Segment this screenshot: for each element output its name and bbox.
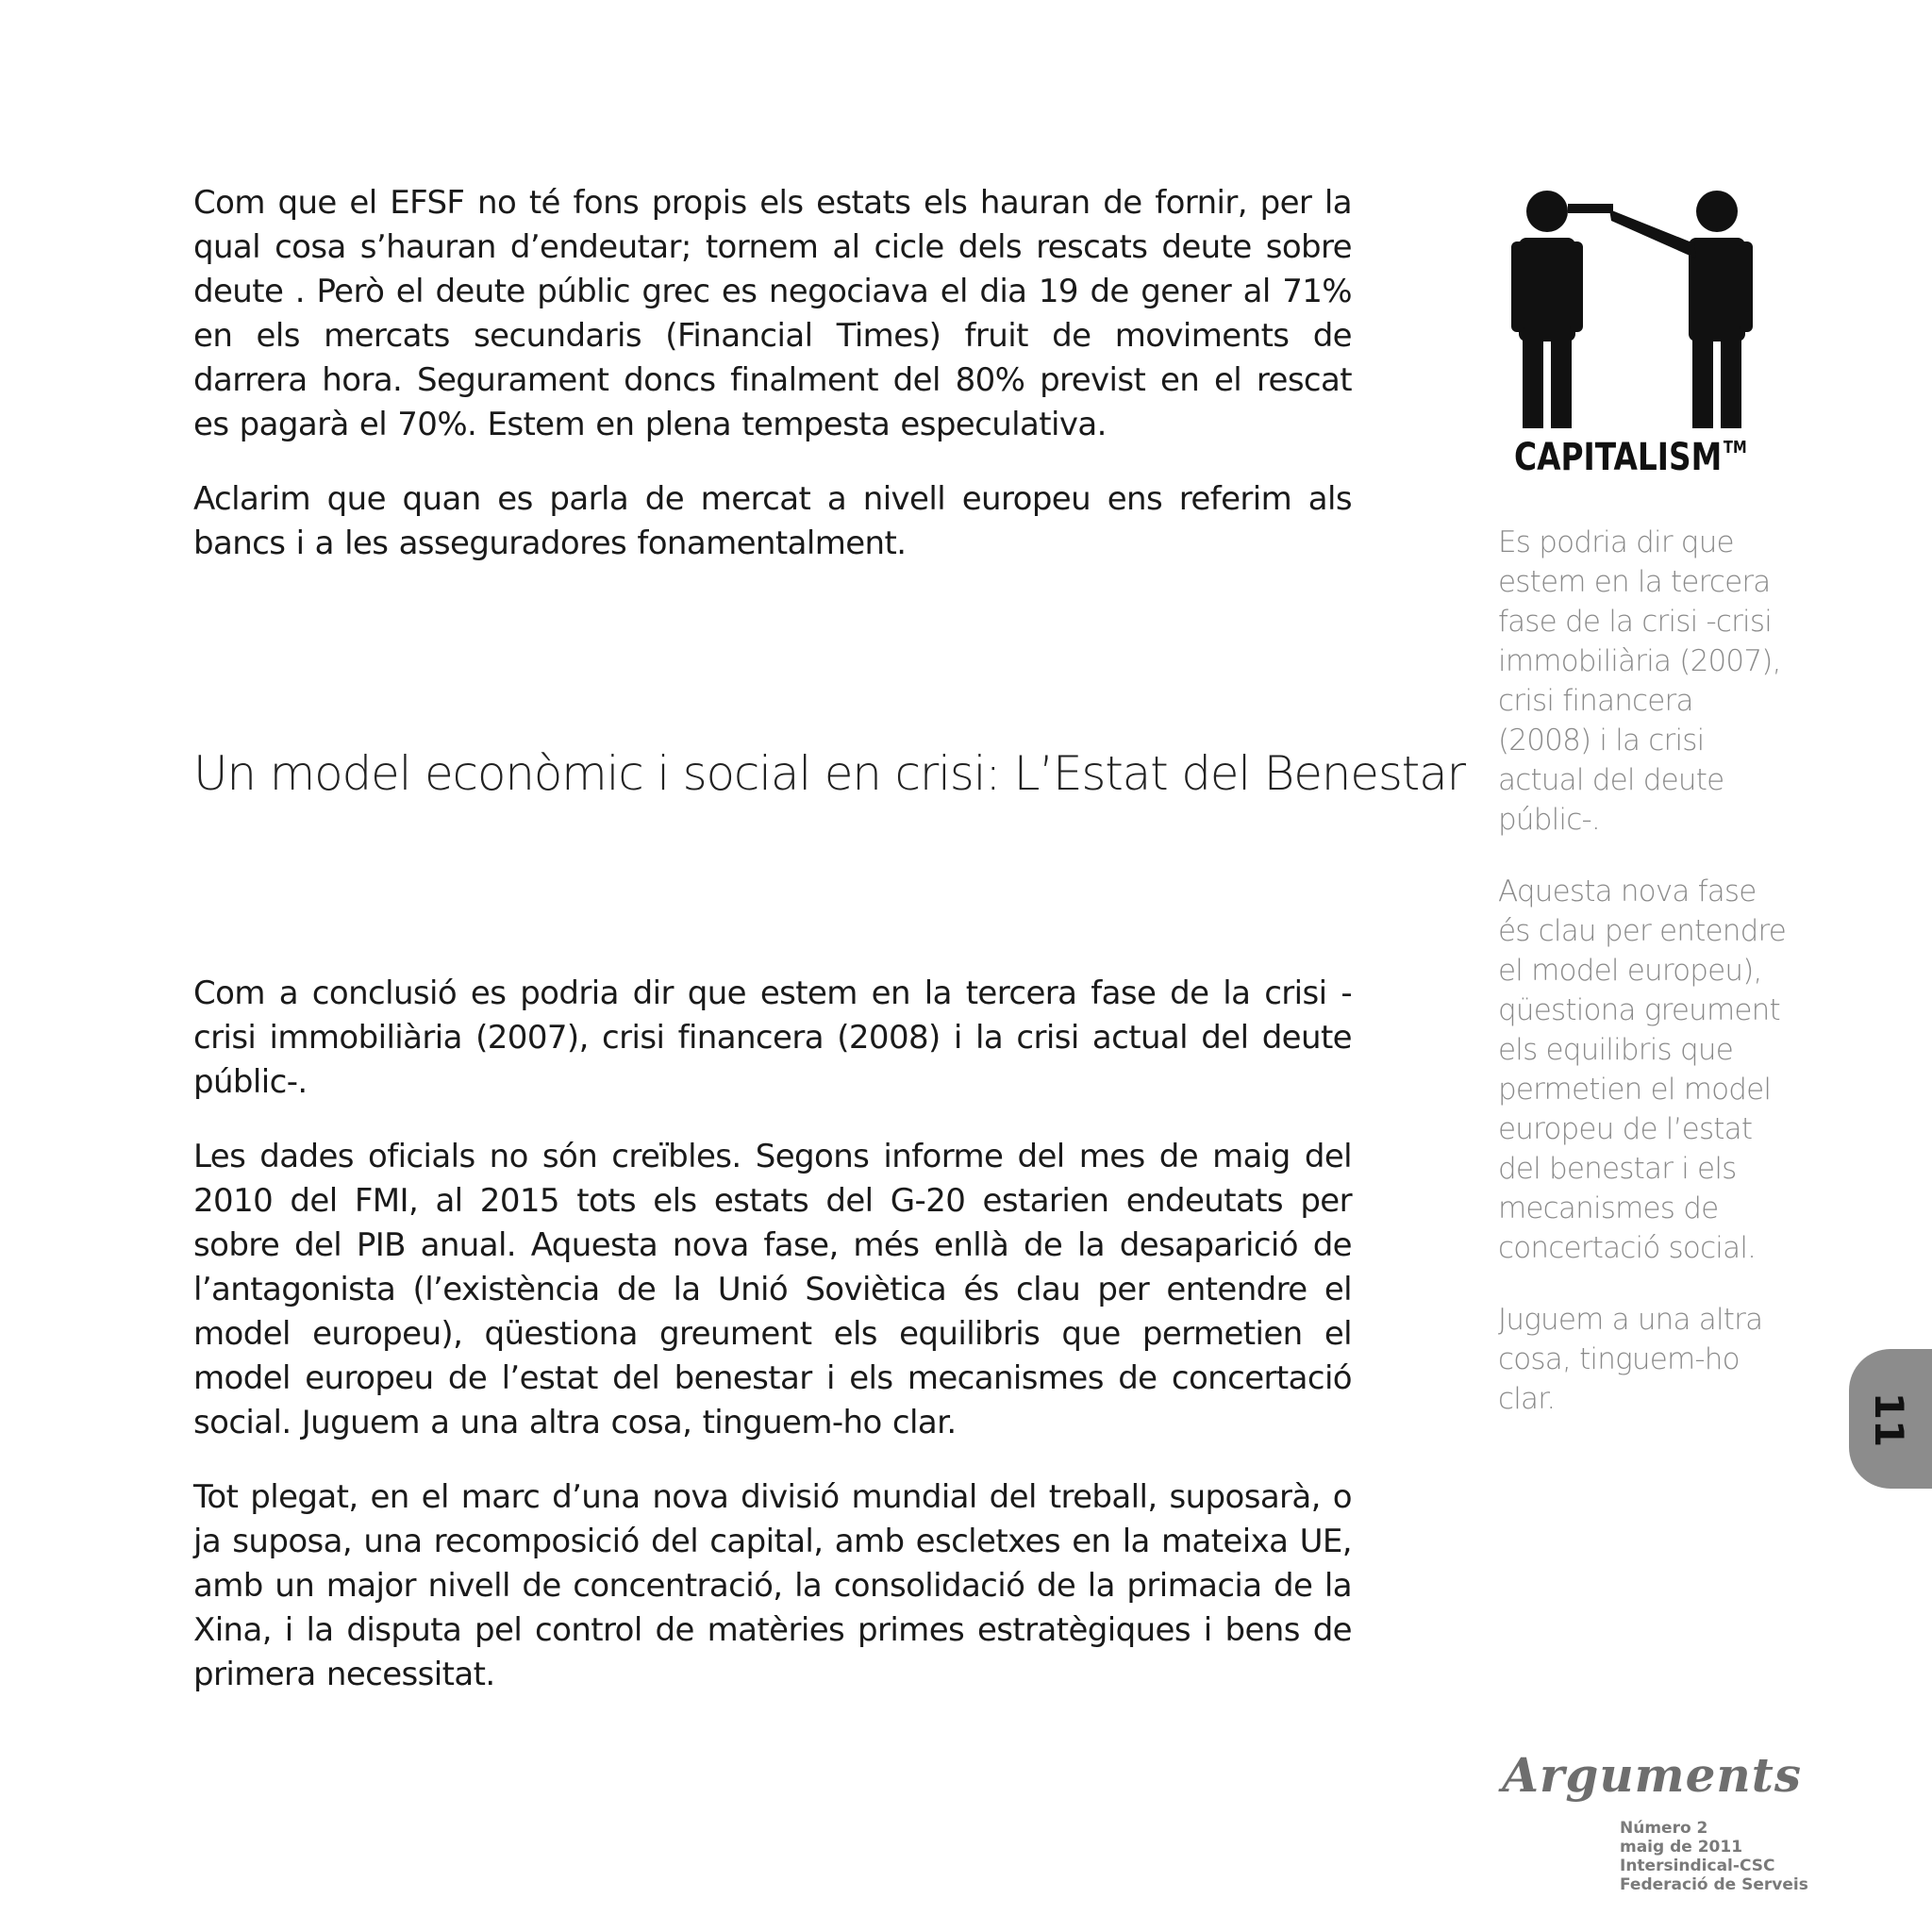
section-heading: Un model econòmic i social en crisi: L’Estat del Benestar <box>193 746 1465 801</box>
article-paragraph: Les dades oficials no són creïbles. Segons informe del mes de maig del 2010 del FMI, al 2015 tots els estats del G-20 estarien endeutats per sobre del PIB anual. Aquesta nova fase, més enllà de la desaparició de l’antagonista (l’existència de la Unió Soviètica és clau per entendre el model europeu), qüestiona greument els equilibris que permetien el model europeu de l’estat del benestar i els mecanismes de concertació social. Juguem a una altra cosa, tinguem-ho clar. <box>193 1138 1352 1441</box>
two-figures-gun-icon <box>1498 185 1781 430</box>
illustration-caption <box>1514 436 1747 479</box>
imprint <box>1620 1819 1846 1894</box>
article-paragraph: Com a conclusió es podria dir que estem en la tercera fase de la crisi -crisi immobiliària (2007), crisi financera (2008) i la crisi actual del deute públic-. <box>193 974 1352 1101</box>
caption-word: CAPITALISM <box>1514 436 1723 479</box>
imprint-date: maig de 2011 <box>1620 1838 1743 1857</box>
sidebar-note: Es podria dir que estem en la tercera fase de la crisi -crisi immobiliària (2007), crisi financera (2008) i la crisi actual del deute públic-. <box>1498 525 1781 837</box>
article-paragraph: Tot plegat, en el marc d’una nova divisió mundial del treball, suposarà, o ja suposa, una recomposició del capital, amb escletxes en la mateixa UE, amb un major nivell de concentració, la consolidació de la primacia de la Xina, i la disputa pel control de matèries primes estratègiques i bens de primera necessitat. <box>193 1478 1352 1693</box>
sidebar-note: Aquesta nova fase és clau per entendre el model europeu), qüestiona greument els equilibris que permetien el model europeu de l’estat del benestar i els mecanismes de concertació social. <box>1498 874 1786 1265</box>
sidebar-note: Juguem a una altra cosa, tinguem-ho clar. <box>1498 1303 1763 1416</box>
article-top-block <box>193 181 1352 566</box>
imprint-issue: Número 2 <box>1620 1819 1708 1838</box>
imprint-publisher: Intersindical-CSC <box>1620 1857 1775 1875</box>
masthead-logo: Arguments <box>1502 1747 1802 1803</box>
article-bottom-block <box>193 972 1352 1697</box>
trademark-mark: TM <box>1723 438 1747 458</box>
article-paragraph: Com que el EFSF no té fons propis els estats els hauran de fornir, per la qual cosa s’hauran d’endeutar; tornem al cicle dels rescats deute sobre deute . Però el deute públic grec es negociava el dia 19 de gener al 71% en els mercats secundaris (Financial Times) fruit de moviments de darrera hora. Segurament doncs finalment del 80% previst en el rescat es pagarà el 70%. Estem en plena tempesta especulativa. <box>193 184 1352 443</box>
page-number: 11 <box>1866 1391 1913 1448</box>
article-paragraph: Aclarim que quan es parla de mercat a nivell europeu ens referim als bancs i a les asseguradores fonamentalment. <box>193 480 1352 562</box>
sidebar-notes <box>1498 523 1790 1419</box>
imprint-federation: Federació de Serveis <box>1620 1875 1808 1894</box>
